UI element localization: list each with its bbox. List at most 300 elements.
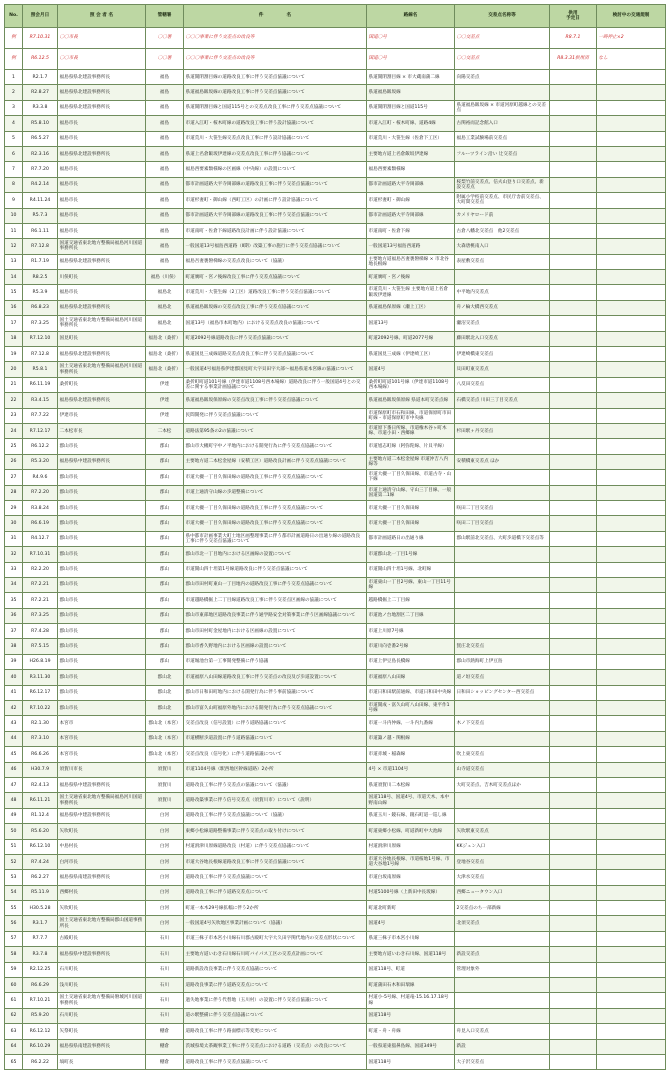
cell-requester: 塙町長	[58, 1055, 146, 1070]
cell-subject: 市道入江町・桜木町線の道路改良工事に伴う設計協議について	[184, 116, 367, 131]
cell-subject: 交差点改良（信号化）に伴う道路協議について	[184, 747, 367, 762]
table-row	[5, 839, 666, 854]
cell-intersection	[455, 701, 550, 716]
cell-subject: 郡山市田村町東山一丁目地内の道路改良工事に伴う交差点協議について	[184, 577, 367, 592]
cell-subject: 郡山市富久山町福原外地内における開発行為に伴う交差点協議について	[184, 701, 367, 716]
cell-route: 市道東山一丁目2号線、東山一丁目11号線	[367, 577, 455, 592]
cell-route: 都市計画道路日の出通り線	[367, 531, 455, 546]
cell-jurisdiction: 福島	[146, 85, 184, 100]
cell-traffic-regulation	[597, 1039, 666, 1054]
cell-route: 市道大谷地長根線、市道桜地1号線、市道大谷地1号線	[367, 854, 455, 869]
cell-subject: 一般国道13号福島西道路（Ⅱ期）改築工事の施行に伴う交差点協議について	[184, 239, 367, 254]
cell-intersection: 表屋敷交差点	[455, 254, 550, 269]
cell-subject: 県道国見三成線道路交差点改良工事に伴う交差点協議について	[184, 347, 367, 362]
table-row	[5, 485, 666, 500]
table-row	[5, 854, 666, 869]
cell-requester: 伊達市長	[58, 408, 146, 423]
cell-no: 34	[5, 577, 23, 592]
cell-requester: 国土交通省東北地方整備局福島河川国道事務所長	[58, 316, 146, 331]
cell-no: 55	[5, 901, 23, 916]
cell-open-date	[550, 408, 597, 423]
cell-inquiry-date: R7.7.20	[23, 162, 58, 177]
cell-jurisdiction: 須賀川	[146, 793, 184, 808]
cell-requester: 郡山市長	[58, 500, 146, 515]
cell-open-date	[550, 439, 597, 454]
cell-route: 県道福島保原線（瀬上工区）	[367, 300, 455, 315]
cell-no: 47	[5, 777, 23, 792]
table-row	[5, 947, 666, 962]
cell-requester: 郡山市長	[58, 701, 146, 716]
cell-traffic-regulation	[597, 485, 666, 500]
cell-subject: 町道2092号線道路改良に伴う交差点協議について	[184, 331, 367, 346]
cell-intersection: 日和田ショッピングセンター西交差点	[455, 685, 550, 700]
cell-no: 33	[5, 562, 23, 577]
cell-no: 58	[5, 947, 23, 962]
cell-inquiry-date: R6.2.27	[23, 870, 58, 885]
cell-inquiry-date: R6.6.26	[23, 747, 58, 762]
cell-inquiry-date: R7.4.28	[23, 624, 58, 639]
cell-route: 国道〇号	[367, 49, 455, 70]
cell-open-date	[550, 624, 597, 639]
cell-jurisdiction: 郡山	[146, 608, 184, 623]
cell-intersection	[455, 593, 550, 608]
cell-route: 市道川向壱番2号線	[367, 639, 455, 654]
cell-subject: 郡山市北一丁目地内における区画線の設置について	[184, 547, 367, 562]
cell-route: 市道郡山北一丁目1号線	[367, 547, 455, 562]
example-row	[5, 28, 666, 49]
cell-traffic-regulation	[597, 916, 666, 931]
cell-jurisdiction: 郡山	[146, 547, 184, 562]
table-row	[5, 70, 666, 85]
cell-subject: 市道大谷地長根線道路改良工事に伴う交差点協議について	[184, 854, 367, 869]
cell-no: 6	[5, 146, 23, 161]
cell-subject: 道路新設改良事業に伴う交差点協議について	[184, 962, 367, 977]
cell-open-date	[550, 762, 597, 777]
table-row	[5, 885, 666, 900]
table-row	[5, 177, 666, 192]
cell-route: 町道北町新町	[367, 901, 455, 916]
table-row	[5, 793, 666, 808]
cell-open-date	[550, 639, 597, 654]
cell-requester: 石川町長	[58, 962, 146, 977]
cell-intersection: 中平地内交差点	[455, 285, 550, 300]
cell-open-date	[550, 870, 597, 885]
cell-traffic-regulation	[597, 793, 666, 808]
cell-no: 1	[5, 70, 23, 85]
cell-intersection: 西郷ニュータウン入口	[455, 885, 550, 900]
cell-traffic-regulation	[597, 116, 666, 131]
cell-route: 桑折町町道101号線（伊達市道1108号西本場線）	[367, 377, 455, 392]
cell-open-date	[550, 593, 597, 608]
header-intersection: 交差点名称等	[455, 5, 550, 28]
cell-subject: 郡山市東部地区道路改良事業に伴う通学路安全対策事業に伴う区画線協議について	[184, 608, 367, 623]
cell-traffic-regulation	[597, 639, 666, 654]
cell-route: 市道赤城・稲森線	[367, 747, 455, 762]
cell-traffic-regulation	[597, 193, 666, 208]
cell-intersection: 道ノ垣交差点	[455, 670, 550, 685]
cell-inquiry-date: R6.12.5	[23, 49, 58, 70]
cell-inquiry-date: R7.3.25	[23, 316, 58, 331]
cell-no: 35	[5, 593, 23, 608]
cell-requester: 中島村長	[58, 839, 146, 854]
cell-route: 市道池ノ台地割区二丁目線	[367, 608, 455, 623]
cell-subject: 市道荒川・大笹生線（2工区）道路改良工事に伴う交差点協議について	[184, 285, 367, 300]
cell-open-date	[550, 901, 597, 916]
cell-jurisdiction: 福島北	[146, 285, 184, 300]
cell-jurisdiction: 石川	[146, 993, 184, 1008]
cell-open-date	[550, 208, 597, 223]
cell-requester: 郡山市長	[58, 516, 146, 531]
cell-requester: 郡山市長	[58, 577, 146, 592]
table-row	[5, 208, 666, 223]
cell-jurisdiction: 郡山	[146, 439, 184, 454]
cell-traffic-regulation	[597, 685, 666, 700]
cell-intersection: 杉田駅ヶ丹交差点	[455, 423, 550, 438]
cell-traffic-regulation	[597, 239, 666, 254]
cell-open-date	[550, 393, 597, 408]
cell-open-date	[550, 100, 597, 115]
cell-route: 村道滑津川原線	[367, 839, 455, 854]
cell-traffic-regulation	[597, 808, 666, 823]
cell-subject: 市道南町・佐倉下線道路改良計画に伴う設計協議について	[184, 223, 367, 238]
table-row	[5, 223, 666, 238]
cell-traffic-regulation	[597, 870, 666, 885]
cell-no: 26	[5, 454, 23, 469]
cell-jurisdiction: 石川	[146, 1008, 184, 1023]
cell-open-date	[550, 547, 597, 562]
cell-traffic-regulation	[597, 162, 666, 177]
cell-requester: 福島県県北建設事務所長	[58, 393, 146, 408]
cell-open-date	[550, 701, 597, 716]
cell-jurisdiction: 郡山北	[146, 670, 184, 685]
cell-subject: 主要地方道いわき石川線石川町バイパス工区の交差点計画について	[184, 947, 367, 962]
cell-no: 53	[5, 870, 23, 885]
cell-traffic-regulation	[597, 285, 666, 300]
cell-requester: 須賀川市長	[58, 762, 146, 777]
cell-traffic-regulation	[597, 839, 666, 854]
cell-route: 県道福島飯坂線	[367, 85, 455, 100]
cell-no: 54	[5, 885, 23, 900]
cell-intersection	[455, 978, 550, 993]
cell-open-date	[550, 854, 597, 869]
cell-subject: 県道福島飯坂線の交差点改良工事に伴う交差点協議について	[184, 300, 367, 315]
cell-subject: 村道滑津川原線道路改良（村道）に伴う交差点協議について	[184, 839, 367, 854]
cell-route: 町道・舟・舟線	[367, 1024, 455, 1039]
cell-intersection	[455, 793, 550, 808]
cell-route: 国道4号	[367, 362, 455, 377]
cell-no: 3	[5, 100, 23, 115]
cell-route: 主要地方道いわき石川線、国道118号	[367, 947, 455, 962]
cell-open-date	[550, 131, 597, 146]
table-row	[5, 978, 666, 993]
cell-requester: 郡山市長	[58, 470, 146, 485]
cell-subject: 市道1104号線（駅西地区幹線道路）2か所	[184, 762, 367, 777]
table-row	[5, 901, 666, 916]
cell-traffic-regulation	[597, 362, 666, 377]
table-row	[5, 654, 666, 669]
table-row	[5, 393, 666, 408]
cell-route: 市道上川原7号線	[367, 624, 455, 639]
cell-open-date	[550, 978, 597, 993]
table-row	[5, 500, 666, 515]
cell-intersection: 大津水交差点	[455, 870, 550, 885]
cell-requester: 福島市長	[58, 208, 146, 223]
table-row	[5, 116, 666, 131]
cell-inquiry-date: R5.6.20	[23, 824, 58, 839]
cell-no: 41	[5, 685, 23, 700]
cell-traffic-regulation	[597, 454, 666, 469]
cell-no: 2	[5, 85, 23, 100]
cell-intersection: 咲田二丁目交差点	[455, 500, 550, 515]
table-row	[5, 193, 666, 208]
cell-route: 市道日和田駅前通線、市道日和田中央線	[367, 685, 455, 700]
cell-jurisdiction: 福島（川俣）	[146, 270, 184, 285]
header-subject: 件 名	[184, 5, 367, 28]
table-row	[5, 916, 666, 931]
table-row	[5, 577, 666, 592]
cell-jurisdiction: 郡山	[146, 593, 184, 608]
cell-subject: 福島吾妻裏磐梯線の交差点改良について（協議）	[184, 254, 367, 269]
cell-subject: 市道開山四十坦第1号線道路改良に伴う交差点協議について	[184, 562, 367, 577]
cell-jurisdiction: 福島北（桑折）	[146, 362, 184, 377]
cell-traffic-regulation	[597, 885, 666, 900]
cell-traffic-regulation	[597, 500, 666, 515]
cell-intersection	[455, 1008, 550, 1023]
cell-jurisdiction: 白河	[146, 854, 184, 869]
cell-traffic-regulation	[597, 577, 666, 592]
cell-open-date	[550, 685, 597, 700]
cell-route: 国道118号、国道4号、市道天木、本中野南山線	[367, 793, 455, 808]
cell-requester: 二本松市長	[58, 423, 146, 438]
cell-jurisdiction: 石川	[146, 962, 184, 977]
table-row	[5, 516, 666, 531]
cell-requester: 西郷村長	[58, 885, 146, 900]
cell-subject: 道路改良工事に伴う交差点の協議について（協議）	[184, 777, 367, 792]
cell-route: 県道須賀川二本松線	[367, 777, 455, 792]
cell-open-date	[550, 824, 597, 839]
cell-route: 市道旭志町線（阿弥陀線、片貝平線）	[367, 439, 455, 454]
cell-no: 36	[5, 608, 23, 623]
cell-requester: 福島県県北建設事務所長	[58, 146, 146, 161]
cell-route: 村道小-5号線、村道竜-15.16.17.18号線	[367, 993, 455, 1008]
cell-route: 市道荒川・大笹生線（佐倉下工区）	[367, 131, 455, 146]
cell-intersection: 矢吹駅東交差点	[455, 824, 550, 839]
cell-requester: 福島市長	[58, 131, 146, 146]
cell-traffic-regulation	[597, 300, 666, 315]
cell-no: 29	[5, 500, 23, 515]
cell-traffic-regulation	[597, 670, 666, 685]
cell-requester: 国土交通省東北地方整備局福島河川国道事務所長	[58, 362, 146, 377]
cell-jurisdiction: 郡山北	[146, 701, 184, 716]
cell-open-date	[550, 116, 597, 131]
cell-intersection: 管理対象外	[455, 962, 550, 977]
cell-intersection: 山寺道交差点	[455, 762, 550, 777]
cell-inquiry-date: R2.4.13	[23, 777, 58, 792]
table-row	[5, 547, 666, 562]
cell-open-date	[550, 223, 597, 238]
cell-jurisdiction: 〇〇署	[146, 49, 184, 70]
cell-intersection: 石橋交差点 川田三丁目交差点	[455, 393, 550, 408]
cell-requester: 福島市長	[58, 223, 146, 238]
cell-no: 37	[5, 624, 23, 639]
table-row	[5, 716, 666, 731]
cell-inquiry-date: R5.11.9	[23, 885, 58, 900]
example-row	[5, 49, 666, 70]
table-row	[5, 270, 666, 285]
cell-jurisdiction: 郡山	[146, 500, 184, 515]
cell-requester: 川俣町長	[58, 270, 146, 285]
cell-intersection: 大子沢交差点	[455, 1055, 550, 1070]
cell-open-date	[550, 316, 597, 331]
cell-intersection: 〇〇交差点	[455, 28, 550, 49]
cell-jurisdiction: 郡山	[146, 485, 184, 500]
cell-subject: 桑折町町道101号線（伊達市道1108号西本場線）道路改良に伴う一般国道4号との交差に関する事業計画協議について	[184, 377, 367, 392]
cell-subject: 市道上通清守山線の歩道整備について	[184, 485, 367, 500]
cell-jurisdiction: 郡山北（本宮）	[146, 731, 184, 746]
cell-requester: 矢吹町長	[58, 901, 146, 916]
cell-open-date	[550, 285, 597, 300]
table-row	[5, 670, 666, 685]
cell-traffic-regulation	[597, 762, 666, 777]
cell-requester: 本宮市	[58, 716, 146, 731]
table-row	[5, 131, 666, 146]
cell-intersection: 木ノ下交差点	[455, 716, 550, 731]
cell-intersection	[455, 608, 550, 623]
cell-no: 59	[5, 962, 23, 977]
cell-traffic-regulation	[597, 716, 666, 731]
cell-traffic-regulation	[597, 408, 666, 423]
cell-requester: 福島県県北建設事務所長	[58, 70, 146, 85]
cell-intersection: 県道福島飯坂線 × 市道河原町越線との交差点	[455, 100, 550, 115]
cell-subject: 郡山市香久野地内における区画線の設置について	[184, 639, 367, 654]
cell-no: 63	[5, 1024, 23, 1039]
cell-route: 市道福原八山田線	[367, 670, 455, 685]
table-row	[5, 146, 666, 161]
cell-no: 25	[5, 439, 23, 454]
cell-intersection: 附属小学校前交差点、市民庁舎前交差点、大町間交差点	[455, 193, 550, 208]
cell-open-date	[550, 162, 597, 177]
cell-intersection: 大森唐桃南入口	[455, 239, 550, 254]
cell-requester: 国土交通省東北地方整備局郡山国道事務所長	[58, 916, 146, 931]
consultation-table-sheet	[4, 4, 665, 1070]
cell-route: 町道東郷小松線、町道新町中大池線	[367, 824, 455, 839]
cell-subject: 一般国道4号福島県伊達郡国見町大字貝田字大部～福島県道本宮線の協議について	[184, 362, 367, 377]
cell-route: 一般県道東舘鼻島線、国道349号	[367, 1039, 455, 1054]
cell-traffic-regulation	[597, 824, 666, 839]
cell-traffic-regulation	[597, 993, 666, 1008]
cell-traffic-regulation	[597, 901, 666, 916]
cell-traffic-regulation	[597, 423, 666, 438]
table-row	[5, 562, 666, 577]
cell-requester: 矢吹町長	[58, 824, 146, 839]
cell-inquiry-date: R3.4.15	[23, 393, 58, 408]
table-row	[5, 85, 666, 100]
cell-intersection: 吹上東交差点	[455, 747, 550, 762]
table-row	[5, 870, 666, 885]
table-row	[5, 808, 666, 823]
table-row	[5, 239, 666, 254]
cell-inquiry-date: R1.12.4	[23, 808, 58, 823]
cell-subject: 市道大槻一丁目久保田線の道路改良工事に伴う交差点協議について	[184, 500, 367, 515]
cell-traffic-regulation	[597, 777, 666, 792]
cell-subject: 一般国道4号矢吹地区事業計画について（協議）	[184, 916, 367, 931]
cell-traffic-regulation	[597, 100, 666, 115]
table-row	[5, 470, 666, 485]
cell-traffic-regulation	[597, 131, 666, 146]
cell-jurisdiction: 福島北（桑折）	[146, 347, 184, 362]
cell-route: 市道南町・佐倉下線	[367, 223, 455, 238]
cell-route: 市道一斗内仲線、一斗内九番線	[367, 716, 455, 731]
cell-intersection	[455, 408, 550, 423]
cell-jurisdiction: 須賀川	[146, 777, 184, 792]
cell-inquiry-date: R6.6.19	[23, 516, 58, 531]
cell-open-date	[550, 377, 597, 392]
cell-requester: 国土交通省東北地方整備局福島河川国道事務所長	[58, 793, 146, 808]
table-row	[5, 747, 666, 762]
cell-route: 市道荒川・大笹生線 主要地方道上名倉飯坂伊達線	[367, 285, 455, 300]
cell-no: 31	[5, 531, 23, 546]
cell-traffic-regulation	[597, 854, 666, 869]
cell-open-date	[550, 1008, 597, 1023]
cell-subject: 県道上名倉飯坂伊達線の交差点改良工事に伴う協議について	[184, 146, 367, 161]
cell-traffic-regulation	[597, 146, 666, 161]
cell-requester: 福島県県中建設事務所長	[58, 808, 146, 823]
cell-route: 国道13号	[367, 316, 455, 331]
cell-no: 50	[5, 824, 23, 839]
cell-open-date	[550, 193, 597, 208]
cell-inquiry-date: R7.12.8	[23, 347, 58, 362]
cell-jurisdiction: 伊達	[146, 408, 184, 423]
cell-subject: 町道廣町・宮ノ後線改良工事に伴う交差点協議について	[184, 270, 367, 285]
cell-route: 都市計画道路大平寺岡部線	[367, 208, 455, 223]
cell-requester: 福島県県中建設事務所長	[58, 777, 146, 792]
cell-no: 43	[5, 716, 23, 731]
cell-traffic-regulation	[597, 516, 666, 531]
cell-intersection	[455, 562, 550, 577]
cell-jurisdiction: 福島北（桑折）	[146, 331, 184, 346]
table-header-row	[5, 5, 666, 28]
cell-inquiry-date: R5.3.20	[23, 454, 58, 469]
cell-jurisdiction: 石川	[146, 931, 184, 946]
cell-subject: 道路法第95条の2の協議について	[184, 423, 367, 438]
cell-jurisdiction: 郡山	[146, 654, 184, 669]
cell-jurisdiction: 郡山	[146, 562, 184, 577]
cell-subject: 市道大槻一丁目久保田線の道路改良工事に伴う交差点協議について	[184, 516, 367, 531]
cell-no: 8	[5, 177, 23, 192]
cell-inquiry-date: R4.11.24	[23, 193, 58, 208]
cell-inquiry-date: H30.5.28	[23, 901, 58, 916]
cell-subject: 市道杉妻町・御山線（西町工区）の計画に伴う設計協議について	[184, 193, 367, 208]
cell-jurisdiction: 棚倉	[146, 1039, 184, 1054]
cell-jurisdiction: 石川	[146, 978, 184, 993]
table-row	[5, 777, 666, 792]
cell-jurisdiction: 郡山	[146, 454, 184, 469]
cell-subject: 〇〇〇事業に伴う交差点の改良等	[184, 28, 367, 49]
cell-inquiry-date: R7.10.31	[23, 28, 58, 49]
cell-no: 14	[5, 270, 23, 285]
cell-intersection: 大町交差点、吉木町交差点ほか	[455, 777, 550, 792]
cell-route: 県道玉川・鏡石線、鏡石町道一巡し線	[367, 808, 455, 823]
cell-traffic-regulation	[597, 593, 666, 608]
cell-requester: 郡山市長	[58, 685, 146, 700]
cell-inquiry-date: R7.3.25	[23, 608, 58, 623]
cell-intersection: 桜梨竹前交差点、信夫山登り口交差点、新設交差点	[455, 177, 550, 192]
cell-jurisdiction: 白河	[146, 901, 184, 916]
table-row	[5, 701, 666, 716]
cell-no: 45	[5, 747, 23, 762]
cell-no: 57	[5, 931, 23, 946]
cell-open-date	[550, 885, 597, 900]
